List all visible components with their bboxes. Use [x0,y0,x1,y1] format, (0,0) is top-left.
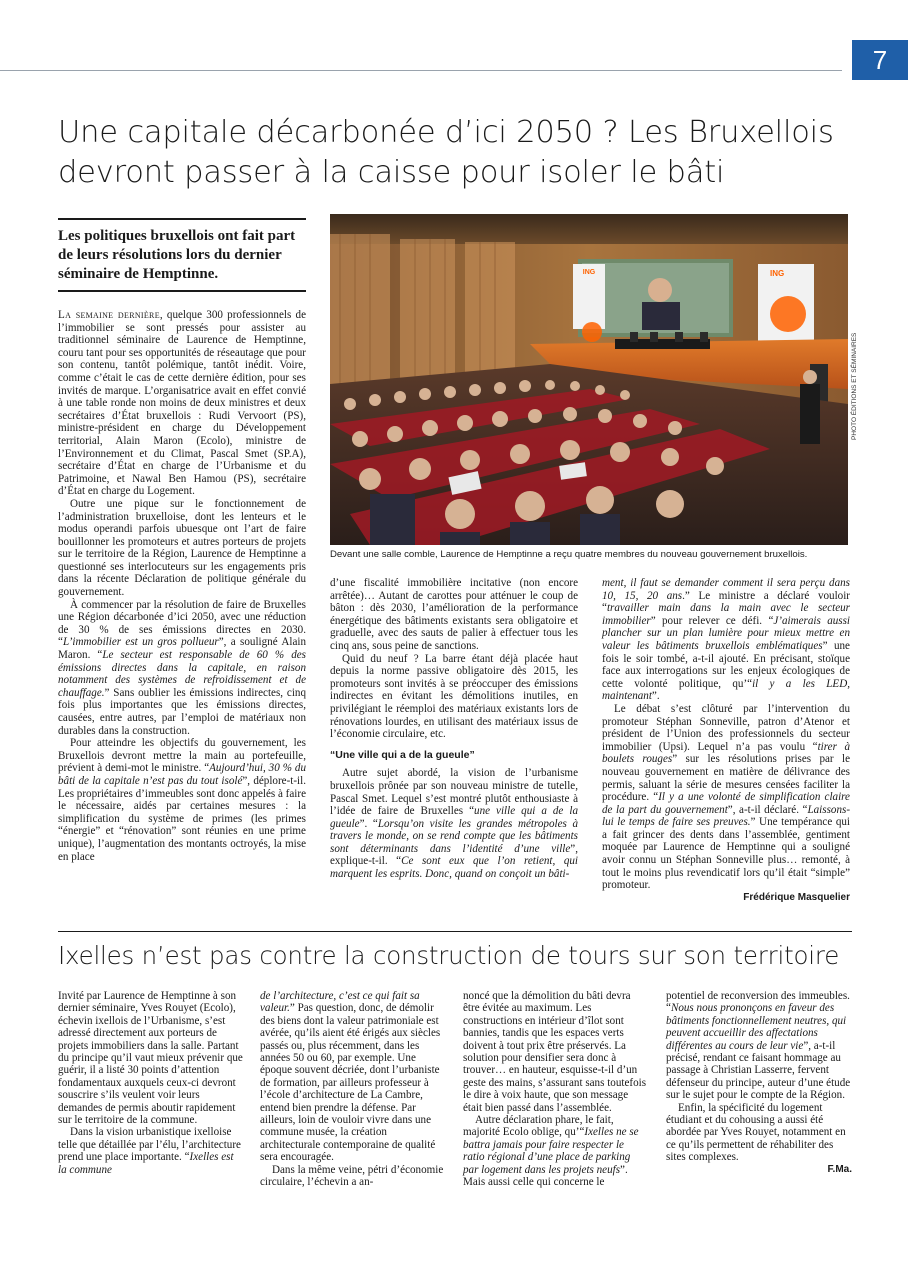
article1-column-3: ment, il faut se demander comment il sera perçu dans 10, 15, 20 ans.” Le ministre a déclaré vouloir “travailler main dans la main avec le secteur immobilier” pour relever ce défi. “J’aimerais aussi plancher sur un plan lumière pour mieux mettre en valeur les bâtiments bruxellois emblématiques” une fois le soir tombé, a-t-il ajouté. En précisant, stoïque face aux interrogations sur les enjeux écologiques de cette volonté politique, qu’“il y a les LED, maintenant”. Le débat s’est clôturé par l’intervention du promoteur Stéphan Sonneville, patron d’Atenor et président de l’Union des professionnels du secteur immobilier (Upsi). Lequel n’a pas voulu “tirer à boulets rouges” sur les résolutions prises par le nouveau gouvernement en matière de délivrance des permis, saluant la série de mesures censées faciliter la procédure. “Il y a une volonté de simplification claire de la part du gouvernement”, a-t-il déclaré. “Laissons-lui le temps de faire ses preuves.” Une tempérance qui a fait grincer des dents dans l’assemblée, gentiment moquée par Laurence de Hemptinne qui a souligné avoir connu un Stéphan Sonneville plus… remonté, à tout le moins plus revendicatif lors qu’il était “simple” promoteur. Frédérique Masquelier [602,577,851,903]
header-rule [0,70,842,71]
article1-signature: Frédérique Masquelier [743,891,850,903]
headline: Une capitale décarbonée d’ici 2050 ? Les Bruxellois devront passer à la caisse pour isoler le bâti [58,115,834,190]
screen-logo-right: ING [770,269,785,278]
opening-smallcaps: La semaine dernière [58,309,160,321]
article1-subheading: “Une ville qui a de la gueule” [330,748,475,761]
article2-signature: F.Ma. [827,1163,852,1175]
photo-caption: Devant une salle comble, Laurence de Hemptinne a reçu quatre membres du nouveau gouvernement bruxellois. [330,549,808,560]
article2-headline: Ixelles n’est pas contre la construction de tours sur son territoire [58,941,840,970]
article1-column-2: d’une fiscalité immobilière incitative (non encore arrêtée)… Autant de carottes pour atténuer le coup de bâton : dès 2030, l’amélioration de la performance énergétique des bâtiments existants sera obligatoire et graduelle, avec des sauts de palier à effectuer tous les cinq ans, sous peine de sanctions. Quid du neuf ? La barre étant déjà placée haut depuis la norme passive obligatoire dès 2015, les promoteurs sont invités à se préoccuper des émissions indirectes en évitant les démolitions inutiles, en privilégiant le réemploi des matériaux existants lors de rénovations lourdes, en utilisant des matériaux issus de l’économie circulaire, etc. “Une ville qui a de la gueule” Autre sujet abordé, la vision de l’urbanisme bruxellois prônée par son nouveau ministre de tutelle, Pascal Smet. Lequel s’est montré plutôt enthousiaste à l’idée de faire de Bruxelles “une ville qui a de la gueule”. “Lorsqu’on visite les grandes métropoles à travers le monde, on se rend compte que les bâtiments sont déterminants dans l’identité d’une ville”, explique-t-il. “Ce sont eux que l’on retient, qui marquent les esprits. Donc, quand on conçoit un bâti- [330,577,578,881]
photo-credit: PHOTO ÉDITIONS ET SÉMINAIRES [851,332,858,440]
article2-column-3: noncé que la démolition du bâti devra être évitée au maximum. Les constructions en intérieur d’îlot sont bannies, tandis que les espaces verts doivent à tout prix être préservés. La solution pour densifier sera donc à trouver… en hauteur, esquisse-t-il d’un geste des mains, s’assurant sans toutefois le dire à voix haute, que son message était bien passé dans l’assemblée. Autre déclaration phare, le fait, majorité Ecolo oblige, qu’“Ixelles ne se battra jamais pour faire respecter le ratio régional d’une place de parking par logement dans les projets neufs”. Mais aussi celle qui concerne le [463,990,647,1189]
page-number: 7 [852,40,908,80]
section-rule [58,931,852,932]
conference-hall-illustration [330,214,848,545]
lead-paragraph: Les politiques bruxellois ont fait part de leurs résolutions lors du dernier séminaire de Hemptinne. [58,228,296,282]
screen-logo-left: ING [582,269,596,276]
article2-column-2: de l’architecture, c’est ce qui fait sa valeur.” Pas question, donc, de démolir des biens dont la valeur patrimoniale est avérée, qu’ils aient été érigés aux siècles passés ou, plus récemment, dans les années 50 ou 60, par exemple. Une époque souvent décriée, dont l’urbaniste de formation, par ailleurs professeur à l’école d’architecture de La Cambre, entend bien prendre la défense. Par ailleurs, loin de vouloir vivre dans une commune musée, la création architecturale contemporaine de qualité sera encouragée. Dans la même veine, pétri d’économie circulaire, l’échevin a an- [260,990,444,1189]
article1-column-1: La semaine dernière, quelque 300 professionnels de l’immobilier se sont pressés pour assister au traditionnel séminaire de Laurence de Hemptinne, couru tant pour ses opportunités de réseautage que pour son contenu, tantôt polémique, tantôt inédit. Voire, comme c’était le cas de cette dernière édition, pour ses invités de marque. L’organisatrice avait en effet convié à une table ronde non moins de deux ministres et deux secrétaires d’État bruxellois : Rudi Vervoort (PS), ministre-président en charge du Développement territorial, Alain Maron (Ecolo), ministre de l’Environnement et du Climat, Pascal Smet (SP.A), secrétaire d’État en charge de l’Urbanisme et du Patrimoine, et Nawal Ben Hamou (PS), secrétaire d’État en charge du Logement. Outre une pique sur le fonctionnement de l’administration bruxelloise, dont les lenteurs et le modus operandi parfois ubuesque ont l’art de faire bouillonner les promoteurs et autres porteurs de projets sur le territoire de la Région, Laurence de Hemptinne a questionné ses interlocuteurs sur les engagements pris dans la récente Déclaration de politique générale du gouvernement. À commencer par la résolution de faire de Bruxelles une Région décarbonée d’ici 2050, avec une réduction de 30 % de ses émissions directes en 2030. “L’immobilier est un gros pollueur”, a souligné Alain Maron. “Le secteur est responsable de 60 % des émissions directes dans la capitale, en raison notamment des systèmes de refroidissement et de chauffage.” Sans oublier les émissions indirectes, cinq fois plus importantes que les émissions directes, causées, entre autres, par l’emploi de matériaux non durables dans la construction. Pour atteindre les objectifs du gouvernement, les Bruxellois devront mettre la main au portefeuille, prévient à demi-mot le ministre. “Aujourd’hui, 30 % du bâti de la capitale n’est pas du tout isolé”, déplore-t-il. Les propriétaires d’immeubles sont donc appelés à faire le nécessaire, aidés par certaines mesures : la simplification du système de primes (les primes “énergie” et “rénovation” sont réunies en une prime unique), l’augmentation des montants octroyés, la mise en place [58,309,306,863]
lead-rule-bottom [58,290,306,292]
article2-column-4: potentiel de reconversion des immeubles. “Nous nous prononçons en faveur des bâtiments fonctionnellement neutres, qui peuvent accueillir des affectations différentes au cours de leur vie”, a-t-il précisé, rendant ce faisant hommage au passage à Christian Lasserre, fervent défenseur du principe, auteur d’une étude sur le sujet pour le compte de la Région. Enfin, la spécificité du logement étudiant et du cohousing a aussi été abordée par Yves Rouyet, notamment en ce qu’ils permettent de réhabiliter des sites complexes. F.Ma. [666,990,852,1175]
conference-photo [330,214,848,545]
lead-rule-top [58,218,306,220]
article2-column-1: Invité par Laurence de Hemptinne à son dernier séminaire, Yves Rouyet (Ecolo), échevin ixellois de l’Urbanisme, s’est adressé directement aux porteurs de projets immobiliers dans la salle. Partant du principe qu’il vaut mieux prévenir que guérir, il a listé 30 points d’attention fondamentaux auxquels ceux-ci devront souscrire s’ils veulent voir leurs demandes de permis aboutir rapidement sur le territoire de la commune. Dans la vision urbanistique ixelloise telle que détaillée par l’élu, l’architecture prend une place importante. “Ixelles est la commune [58,990,243,1176]
